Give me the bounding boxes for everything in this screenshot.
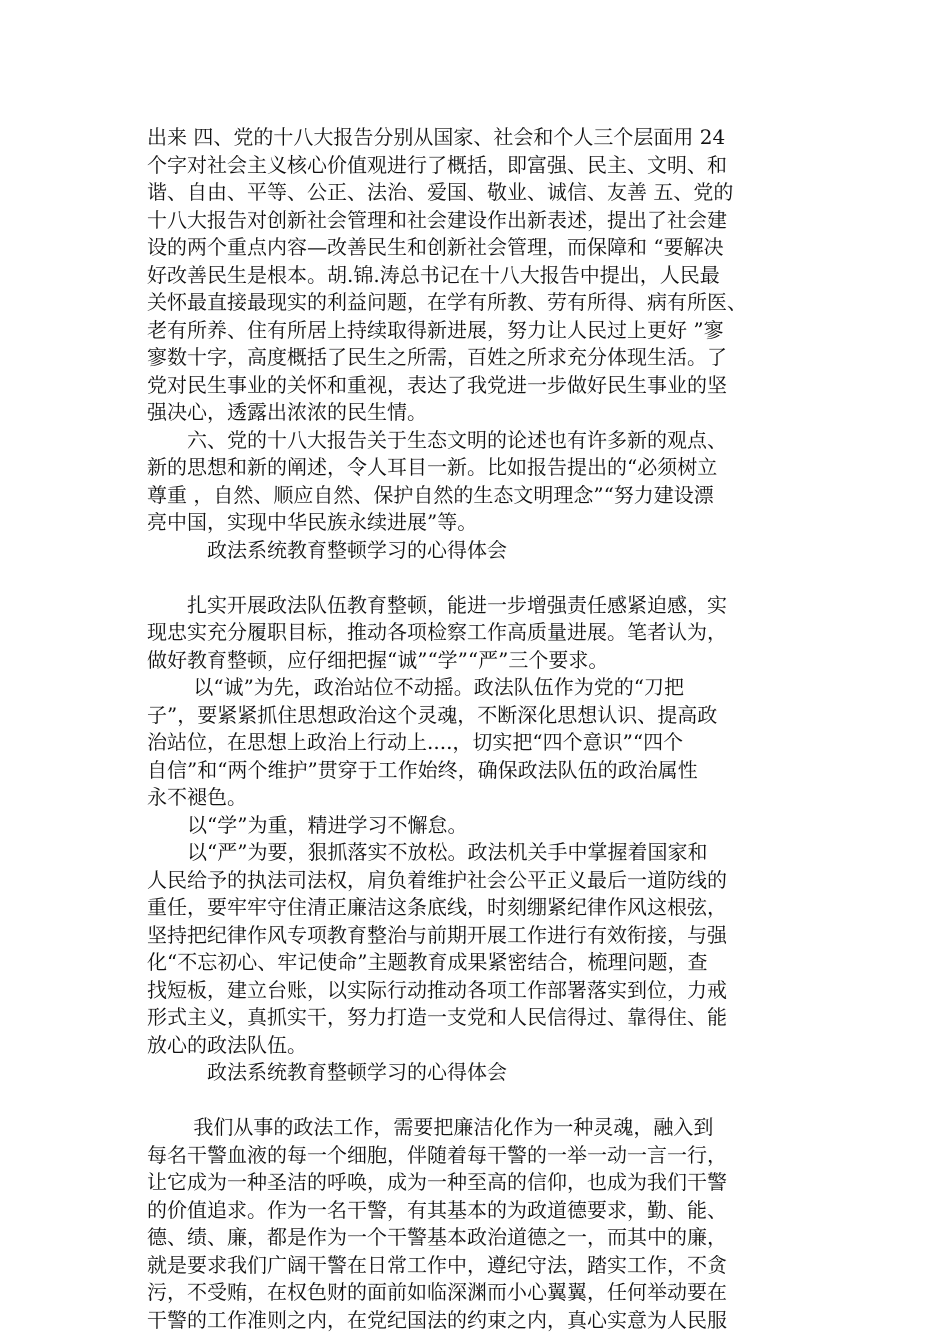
text-line: 现忠实充分履职目标，推动各项检察工作高质量进展。笔者认为， [147,620,727,644]
text-line: 治站位，在思想上政治上行动上....，切实把“四个意识”“四个 [147,730,684,754]
text-line: 污，不受贿，在权色财的面前如临深渊而小心翼翼，任何举动要在 [147,1280,727,1304]
text-line: 党对民生事业的关怀和重视，表达了我党进一步做好民生事业的坚 [147,372,727,397]
text-line: 以“学”为重，精进学习不懈怠。 [147,812,468,837]
text-line: 人民给予的执法司法权，肩负着维护社会公平正义最后一道防线的 [147,867,727,892]
text-line: 放心的政法队伍。 [147,1032,307,1057]
text-line: 让它成为一种圣洁的呼唤，成为一种至高的信仰，也成为我们干警 [147,1170,727,1194]
text-line: 寥数十字，高度概括了民生之所需，百姓之所求充分体现生活。了 [147,345,727,369]
text-line: 每名干警血液的每一个细胞，伴随着每干警的一举一动一言一行， [147,1142,727,1167]
text-line: 形式主义，真抓实干，努力打造一支党和人民信得过、靠得住、能 [147,1005,727,1029]
text-line: 谐、自由、平等、公正、法治、爱国、敬业、诚信、友善 五、党的 [147,180,734,204]
section-heading: 政法系统教育整顿学习的心得体会 [147,1060,507,1084]
document-body [147,124,809,1334]
text-line: 关怀最直接最现实的利益问题，在学有所教、劳有所得、病有所医、 [147,290,747,314]
text-line: 十八大报告对创新社会管理和社会建设作出新表述，提出了社会建 [147,207,727,232]
text-line: 化“不忘初心、牢记使命”主题教育成果紧密结合，梳理问题，查 [147,950,708,974]
text-line: 的价值追求。作为一名干警，有其基本的为政道德要求，勤、能、 [147,1197,727,1222]
text-line: 干警的工作准则之内，在党纪国法的约束之内，真心实意为人民服 [147,1307,727,1332]
text-line: 出来 四、党的十八大报告分别从国家、社会和个人三个层面用 24 [147,125,726,149]
text-line: 扎实开展政法队伍教育整顿，能进一步增强责任感紧迫感，实 [147,592,727,617]
text-line: 个字对社会主义核心价值观进行了概括，即富强、民主、文明、和 [147,152,727,177]
text-line: 永不褪色。 [147,785,247,809]
text-line: 子”，要紧紧抓住思想政治这个灵魂，不断深化思想认识、提高政 [147,702,718,727]
text-line: 重任，要牢牢守住清正廉洁这条底线，时刻绷紧纪律作风这根弦， [147,895,727,919]
section-heading: 政法系统教育整顿学习的心得体会 [147,537,507,562]
text-line: 德、绩、廉，都是作为一个干警基本政治道德之一，而其中的廉， [147,1225,727,1249]
blank-line [147,564,809,592]
text-line: 就是要求我们广阔干警在日常工作中，遵纪守法，踏实工作，不贪 [147,1252,727,1277]
blank-line [147,1087,809,1115]
text-line: 亮中国，实现中华民族永续进展”等。 [147,510,478,534]
text-line: 我们从事的政法工作，需要把廉洁化作为一种灵魂，融入到 [147,1115,714,1139]
text-line: 自信”和“两个维护”贯穿于工作始终，确保政法队伍的政治属性 [147,757,698,782]
text-line: 老有所养、住有所居上持续取得新进展，努力让人民过上更好 ”寥 [147,317,724,342]
text-line: 做好教育整顿，应仔细把握“诚”“学”“严”三个要求。 [147,647,609,672]
text-line: 以“诚”为先，政治站位不动摇。政法队伍作为党的“刀把 [147,675,685,699]
text-line: 好改善民生是根本。胡.锦.涛总书记在十八大报告中提出，人民最 [147,262,720,287]
text-line: 六、党的十八大报告关于生态文明的论述也有许多新的观点、 [147,427,727,452]
text-line: 坚持把纪律作风专项教育整治与前期开展工作进行有效衔接，与强 [147,922,727,947]
text-line: 强决心，透露出浓浓的民生情。 [147,400,427,424]
text-line: 新的思想和新的阐述，令人耳目一新。比如报告提出的“必须树立 [147,455,718,479]
text-line: 以“严”为要，狠抓落实不放松。政法机关手中掌握着国家和 [147,840,708,864]
text-line: 找短板，建立台账，以实际行动推动各项工作部署落实到位，力戒 [147,977,727,1002]
text-line: 尊重 ，自然、顺应自然、保护自然的生态文明理念”“努力建设漂 [147,482,714,507]
text-line: 设的两个重点内容—改善民生和创新社会管理，而保障和 “要解决 [147,235,724,259]
